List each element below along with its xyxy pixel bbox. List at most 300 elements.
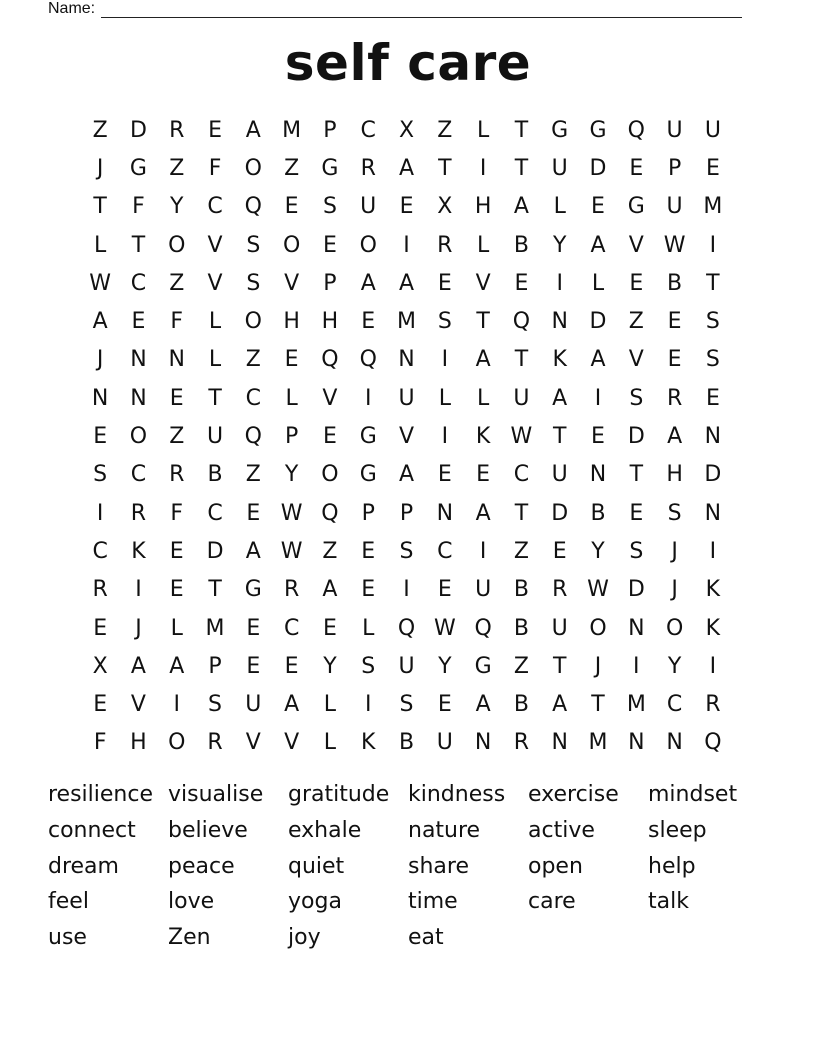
grid-cell: E [667,347,682,373]
grid-cell: N [474,730,492,756]
grid-cell: A [590,347,606,373]
grid-cell: T [476,309,490,335]
grid-cell: D [551,500,569,526]
grid-cell: M [588,730,608,756]
grid-cell: Y [438,653,452,679]
grid-cell: E [322,424,337,450]
grid-cell: S [705,347,720,373]
grid-cell: V [284,730,300,756]
grid-cell: E [169,385,184,411]
grid-cell: E [361,538,376,564]
grid-cell: C [513,462,530,488]
grid-cell: U [398,385,415,411]
grid-cell: P [323,117,337,143]
grid-cell: I [479,538,487,564]
grid-cell: U [513,385,530,411]
grid-cell: T [552,653,567,679]
grid-cell: S [629,385,644,411]
grid-cell: R [169,117,185,143]
grid-cell: L [208,347,222,373]
grid-cell: R [552,577,568,603]
grid-cell: R [705,692,721,718]
grid-cell: L [94,232,107,258]
grid-cell: V [475,270,491,296]
grid-cell: T [514,500,529,526]
word-bank [48,777,768,956]
word-bank-item: active [528,817,595,843]
grid-cell: S [208,692,223,718]
grid-cell: E [131,309,146,335]
grid-cell: W [280,500,303,526]
grid-cell: E [246,500,261,526]
grid-cell: A [475,692,491,718]
grid-cell: I [441,347,449,373]
grid-cell: E [361,309,376,335]
grid-cell: V [284,270,300,296]
grid-cell: G [359,462,377,488]
grid-cell: I [403,232,410,258]
grid-cell: C [92,538,108,564]
grid-cell: I [135,577,142,603]
grid-cell: C [283,615,300,641]
grid-cell: U [206,424,224,450]
word-bank-item: mindset [648,782,738,807]
grid-cell: O [282,232,301,258]
grid-cell: B [513,232,529,258]
grid-cell: E [476,462,491,488]
grid-cell: Z [513,538,529,564]
grid-cell: U [666,194,683,220]
grid-cell: E [667,309,682,335]
grid-cell: S [667,500,682,526]
grid-cell: X [437,194,453,220]
grid-cell: Z [284,155,300,181]
puzzle-title: self care [284,34,532,92]
grid-cell: E [284,194,299,220]
grid-cell: K [705,577,721,603]
word-bank-item: eat [408,925,444,951]
grid-cell: G [551,117,569,143]
grid-cell: C [130,462,147,488]
grid-cell: D [627,424,645,450]
grid-cell: E [629,270,644,296]
grid-cell: M [703,194,723,220]
grid-cell: B [590,500,606,526]
grid-cell: E [437,692,452,718]
grid-cell: R [92,577,108,603]
grid-cell: N [91,385,109,411]
grid-cell: Q [321,500,339,526]
grid-cell: E [705,385,720,411]
word-bank-item: use [48,925,87,951]
grid-cell: W [663,232,686,258]
grid-cell: N [628,615,645,641]
word-bank-item: Zen [168,925,211,951]
grid-cell: J [671,538,678,564]
grid-cell: B [513,692,529,718]
grid-cell: A [667,424,683,450]
grid-cell: L [591,270,605,296]
grid-cell: I [173,692,180,718]
grid-cell: E [437,462,452,488]
grid-cell: E [93,692,108,718]
grid-cell: V [398,424,415,450]
grid-cell: W [433,615,456,641]
grid-cell: E [591,194,605,220]
grid-cell: E [169,577,184,603]
grid-cell: O [321,462,339,488]
grid-cell: A [590,232,606,258]
grid-cell: D [704,462,722,488]
grid-cell: B [513,577,529,603]
grid-cell: E [399,194,414,220]
grid-cell: C [207,194,223,220]
grid-cell: N [551,730,568,756]
grid-cell: U [704,117,721,143]
grid-cell: M [397,309,417,335]
grid-cell: F [93,730,107,756]
grid-cell: T [514,155,529,181]
grid-cell: A [360,270,376,296]
grid-cell: F [208,155,222,181]
grid-cell: L [362,615,375,641]
grid-cell: G [474,653,492,679]
grid-cell: I [96,500,104,526]
grid-cell: O [359,232,377,258]
word-bank-item: talk [648,889,689,915]
grid-cell: D [206,538,224,564]
grid-cell: V [130,692,146,718]
grid-cell: L [476,117,490,143]
grid-cell: I [709,232,717,258]
grid-cell: O [244,309,262,335]
grid-cell: F [132,194,145,220]
grid-cell: S [437,309,452,335]
grid-cell: Z [513,653,529,679]
grid-cell: L [208,309,222,335]
grid-cell: E [552,538,567,564]
grid-cell: P [667,155,682,181]
grid-cell: R [437,232,453,258]
grid-cell: N [666,730,683,756]
grid-cell: I [403,577,410,603]
grid-cell: R [169,462,185,488]
grid-cell: Z [245,462,261,488]
grid-cell: A [245,538,261,564]
word-bank-item: gratitude [288,782,390,807]
grid-cell: E [284,653,299,679]
grid-cell: I [364,385,372,411]
grid-cell: Q [321,347,339,373]
grid-cell: N [628,730,645,756]
grid-cell: C [245,385,262,411]
grid-cell: L [553,194,566,220]
grid-cell: P [361,500,375,526]
grid-cell: C [437,538,453,564]
grid-cell: N [589,462,607,488]
grid-cell: Y [667,653,682,679]
grid-cell: Y [591,538,605,564]
grid-cell: H [321,309,339,335]
grid-cell: Q [244,424,262,450]
word-bank-item: joy [288,925,321,951]
grid-cell: W [587,577,609,603]
grid-cell: Z [628,309,644,335]
grid-cell: Y [170,194,184,220]
grid-cell: O [129,424,148,450]
grid-cell: W [89,270,112,296]
grid-cell: B [513,615,529,641]
grid-cell: E [284,347,299,373]
grid-cell: L [476,385,490,411]
grid-cell: K [361,730,376,756]
word-bank-item: dream [48,853,119,879]
grid-cell: Q [512,309,531,335]
grid-cell: Z [245,347,261,373]
grid-cell: U [551,615,568,641]
grid-cell: J [96,347,104,373]
grid-cell: Z [437,117,453,143]
word-bank-item: nature [408,817,481,843]
word-bank-item: kindness [408,782,506,807]
grid-cell: V [628,232,644,258]
grid-cell: A [552,692,568,718]
grid-cell: G [359,424,377,450]
grid-cell: O [168,232,186,258]
grid-cell: C [207,500,223,526]
grid-cell: T [591,692,605,718]
grid-cell: U [398,653,415,679]
grid-cell: S [399,692,414,718]
grid-cell: B [667,270,683,296]
grid-cell: E [514,270,529,296]
grid-cell: C [666,692,683,718]
grid-cell: V [245,730,261,756]
grid-cell: K [705,615,721,641]
grid-cell: A [552,385,568,411]
grid-cell: K [552,347,567,373]
grid-cell: N [551,309,568,335]
grid-cell: M [205,615,225,641]
grid-cell: J [96,155,104,181]
grid-cell: E [629,155,644,181]
grid-cell: G [129,155,147,181]
word-bank-item: sleep [648,817,707,843]
grid-cell: T [208,385,222,411]
grid-cell: U [360,194,377,220]
word-bank-item: care [528,889,576,915]
grid-cell: E [437,577,452,603]
grid-cell: Q [244,194,262,220]
grid-cell: A [169,653,185,679]
grid-cell: X [398,117,415,143]
grid-cell: A [398,155,415,181]
grid-cell: A [284,692,300,718]
grid-cell: P [323,270,337,296]
grid-cell: D [589,155,607,181]
grid-cell: L [323,692,337,718]
word-bank-item: share [408,853,469,879]
grid-cell: A [92,309,108,335]
grid-cell: Q [359,347,377,373]
grid-cell: V [207,232,223,258]
grid-cell: Z [322,538,338,564]
grid-cell: K [131,538,146,564]
grid-cell: Q [627,117,645,143]
grid-cell: S [361,653,376,679]
grid-cell: J [135,615,142,641]
grid-cell: Q [397,615,416,641]
word-bank-item: connect [48,817,136,843]
grid-cell: T [514,117,529,143]
grid-cell: E [591,424,605,450]
grid-cell: O [244,155,262,181]
grid-cell: Z [169,155,185,181]
grid-cell: C [130,270,147,296]
grid-cell: A [475,500,491,526]
grid-cell: C [360,117,376,143]
grid-cell: D [589,309,607,335]
grid-cell: Q [704,730,722,756]
grid-cell: R [360,155,376,181]
grid-cell: E [169,538,184,564]
grid-cell: V [628,347,644,373]
word-bank-item: time [408,889,458,915]
grid-cell: M [626,692,646,718]
grid-cell: R [207,730,223,756]
grid-cell: N [704,424,722,450]
grid-cell: D [129,117,147,143]
grid-cell: I [709,653,717,679]
grid-cell: M [282,117,302,143]
name-underline [101,3,742,18]
grid-cell: N [436,500,454,526]
grid-cell: P [208,653,222,679]
grid-cell: E [705,155,720,181]
grid-cell: F [170,309,184,335]
grid-cell: I [441,424,449,450]
grid-cell: A [322,577,338,603]
grid-cell: P [399,500,414,526]
grid-cell: R [666,385,683,411]
grid-cell: T [514,347,529,373]
grid-cell: R [283,577,300,603]
grid-cell: E [208,117,222,143]
grid-cell: O [168,730,186,756]
grid-cell: T [552,424,567,450]
grid-cell: I [556,270,563,296]
grid-cell: A [513,194,529,220]
grid-cell: W [280,538,303,564]
grid-cell: A [398,270,415,296]
grid-cell: E [629,500,644,526]
grid-cell: L [476,232,490,258]
grid-cell: B [398,730,415,756]
grid-cell: U [666,117,683,143]
grid-cell: Y [284,462,299,488]
grid-cell: F [170,500,184,526]
grid-cell: A [398,462,415,488]
grid-cell: T [131,232,146,258]
grid-cell: G [627,194,645,220]
grid-cell: J [671,577,678,603]
grid-cell: S [629,538,644,564]
grid-cell: H [666,462,683,488]
name-field [48,0,742,18]
grid-cell: T [706,270,720,296]
word-bank-item: help [648,853,696,879]
grid-cell: E [246,653,261,679]
grid-cell: E [361,577,376,603]
grid-cell: W [510,424,533,450]
word-bank-item: visualise [168,782,264,807]
grid-cell: Z [169,270,185,296]
grid-cell: E [246,615,261,641]
word-bank-item: resilience [48,782,154,807]
word-bank-item: exhale [288,817,362,843]
grid-cell: O [589,615,607,641]
grid-cell: I [364,692,372,718]
grid-cell: U [475,577,492,603]
grid-cell: L [323,730,337,756]
grid-cell: V [207,270,223,296]
grid-cell: G [589,117,607,143]
name-label: Name: [48,0,96,17]
grid-cell: Z [92,117,108,143]
grid-cell: O [665,615,684,641]
grid-cell: K [475,424,491,450]
grid-cell: J [594,653,602,679]
grid-cell: Y [323,653,337,679]
grid-cell: S [705,309,720,335]
word-bank-item: love [168,889,215,915]
grid-cell: E [93,424,108,450]
grid-cell: I [479,155,487,181]
word-bank-item: feel [48,889,89,915]
grid-cell: T [438,155,452,181]
grid-cell: E [437,270,452,296]
grid-cell: N [398,347,415,373]
grid-cell: T [208,577,222,603]
grid-cell: A [475,347,491,373]
grid-cell: Z [169,424,185,450]
grid-cell: V [322,385,338,411]
word-bank-item: quiet [288,853,345,879]
grid-cell: S [246,232,261,258]
grid-cell: G [321,155,339,181]
grid-cell: T [93,194,107,220]
word-bank-item: peace [168,853,235,879]
grid-cell: Q [474,615,492,641]
grid-cell: S [399,538,414,564]
grid-cell: H [283,309,300,335]
grid-cell: P [284,424,299,450]
word-bank-item: believe [168,817,248,843]
grid-cell: N [704,500,722,526]
grid-cell: N [130,385,147,411]
grid-cell: L [438,385,451,411]
word-bank-item: open [528,853,583,879]
grid-cell: R [513,730,530,756]
grid-cell: I [709,538,717,564]
grid-cell: E [93,615,108,641]
grid-cell: H [130,730,147,756]
grid-cell: E [322,615,337,641]
grid-cell: L [285,385,298,411]
grid-cell: U [436,730,453,756]
grid-cell: A [245,117,261,143]
grid-cell: N [168,347,185,373]
